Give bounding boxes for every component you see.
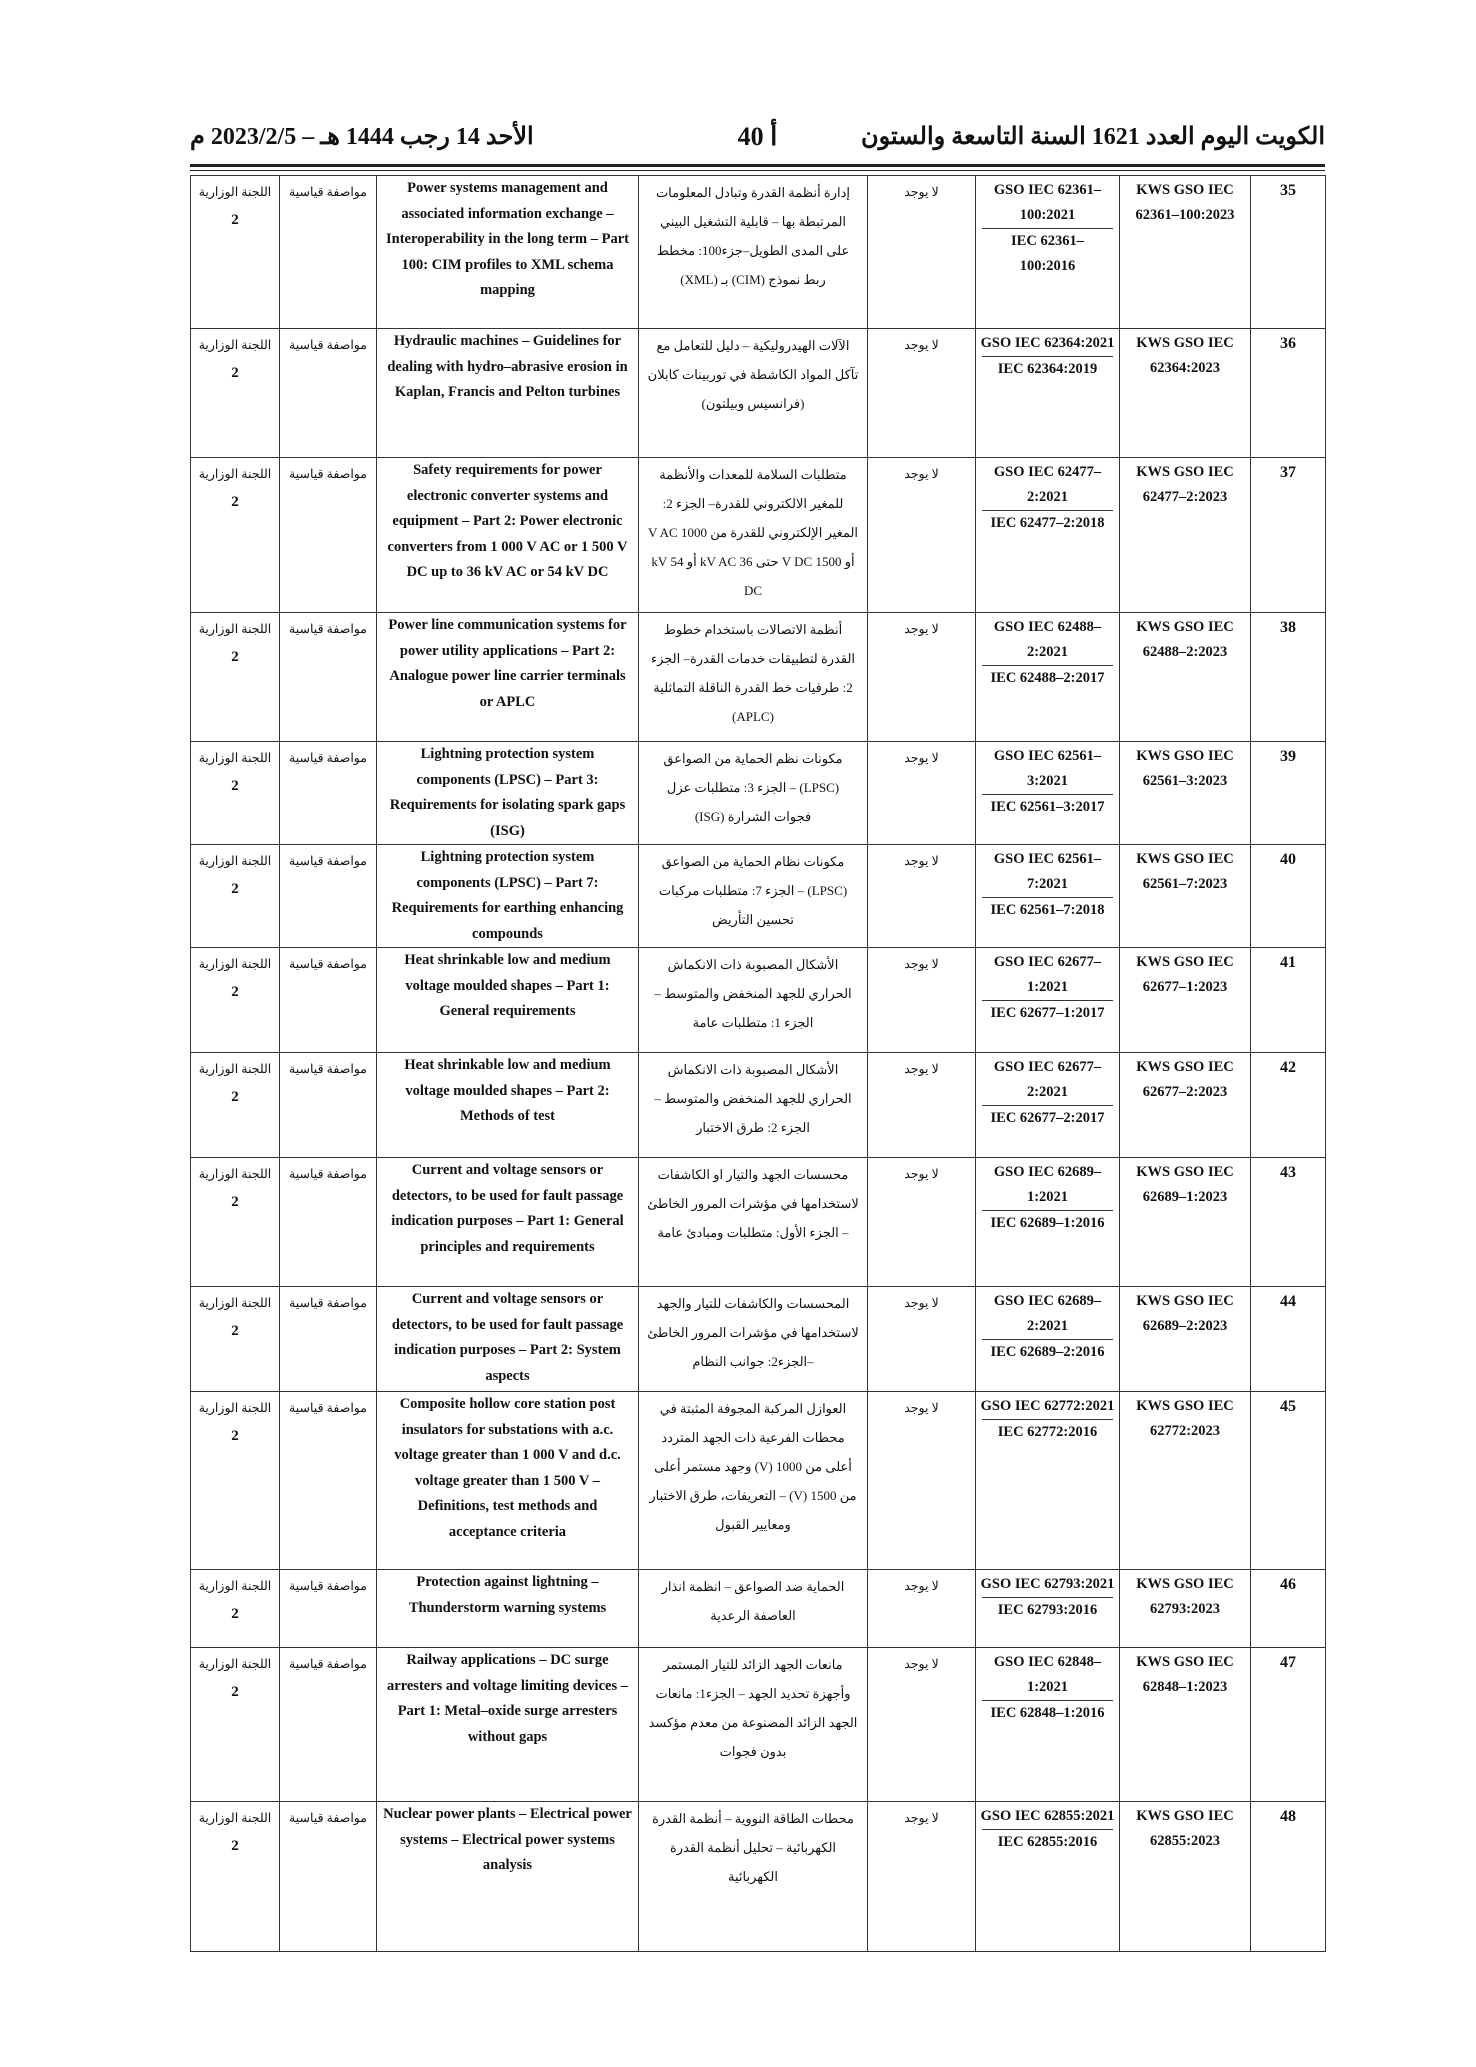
committee-name: اللجنة الوزارية [198, 1657, 272, 1671]
row-number: 43 [1251, 1158, 1326, 1287]
document-type: مواصفة قياسية [280, 1802, 377, 1952]
iec-standard-code: IEC 62848–1:2016 [982, 1700, 1113, 1726]
document-type: مواصفة قياسية [280, 329, 377, 458]
committee-name: اللجنة الوزارية [198, 751, 272, 765]
arabic-title: محسسات الجهد والتيار او الكاشفات لاستخدامها في مؤشرات المرور الخاطئ – الجزء الأول: متطلبات ومبادئ عامة [639, 1158, 868, 1287]
reference-standards [976, 948, 1120, 1053]
english-title: Current and voltage sensors or detectors, to be used for fault passage indication purposes – Part 2: System aspects [377, 1287, 639, 1392]
iec-standard-code: IEC 62477–2:2018 [982, 510, 1113, 536]
english-title: Heat shrinkable low and medium voltage moulded shapes – Part 2: Methods of test [377, 1053, 639, 1158]
committee [191, 458, 280, 613]
committee-number: 2 [231, 1089, 239, 1105]
table-row [191, 329, 1326, 458]
arabic-title: محطات الطاقة النووية – أنظمة القدرة الكهربائية – تحليل أنظمة القدرة الكهربائية [639, 1802, 868, 1952]
document-type: مواصفة قياسية [280, 458, 377, 613]
iec-standard-code: IEC 62677–1:2017 [982, 1000, 1113, 1026]
row-number: 48 [1251, 1802, 1326, 1952]
arabic-title: مانعات الجهد الزائد للتيار المستمر وأجهزة تحديد الجهد – الجزء1: مانعات الجهد الزائد المصنوعة من معدم مؤكسد بدون فجوات [639, 1648, 868, 1802]
reference-standards [976, 1392, 1120, 1570]
committee [191, 1802, 280, 1952]
gazette-issue: الكويت اليوم العدد 1621 السنة التاسعة والستون [860, 124, 1325, 150]
reference-standards [976, 1287, 1120, 1392]
reference-standards [976, 458, 1120, 613]
row-number: 47 [1251, 1648, 1326, 1802]
committee-number: 2 [231, 778, 239, 794]
english-title: Power systems management and associated information exchange – Interoperability in the long term – Part 100: CIM profiles to XML schema mapping [377, 176, 639, 329]
table-row [191, 948, 1326, 1053]
gso-standard-code: GSO IEC 62488–2:2021 [993, 619, 1102, 660]
document-type: مواصفة قياسية [280, 1053, 377, 1158]
committee-number: 2 [231, 494, 239, 510]
committee [191, 845, 280, 948]
table-row [191, 1287, 1326, 1392]
gso-standard-code: GSO IEC 62561–3:2021 [993, 748, 1102, 789]
reference-standards [976, 845, 1120, 948]
committee-name: اللجنة الوزارية [198, 622, 272, 636]
page-number: أ 40 [737, 122, 778, 151]
reference-standards [976, 613, 1120, 742]
iec-standard-code: IEC 62677–2:2017 [982, 1105, 1113, 1131]
header-rule-thick [190, 164, 1325, 167]
replaced-standard: لا يوجد [868, 1053, 976, 1158]
iec-standard-code: IEC 62361–100:2016 [982, 228, 1113, 279]
row-number: 46 [1251, 1570, 1326, 1648]
committee [191, 1648, 280, 1802]
reference-standards [976, 1053, 1120, 1158]
committee-number: 2 [231, 881, 239, 897]
english-title: Lightning protection system components (LPSC) – Part 7: Requirements for earthing enhancing compounds [377, 845, 639, 948]
arabic-title: الحماية ضد الصواعق – انظمة انذار العاصفة الرعدية [639, 1570, 868, 1648]
english-title: Protection against lightning – Thunderstorm warning systems [377, 1570, 639, 1648]
committee [191, 742, 280, 845]
iec-standard-code: IEC 62488–2:2017 [982, 665, 1113, 691]
reference-standards [976, 1802, 1120, 1952]
committee [191, 1392, 280, 1570]
committee-number: 2 [231, 1428, 239, 1444]
kws-standard-code: KWS GSO IEC 62477–2:2023 [1120, 458, 1251, 613]
kws-standard-code: KWS GSO IEC 62689–2:2023 [1120, 1287, 1251, 1392]
committee-name: اللجنة الوزارية [198, 1062, 272, 1076]
row-number: 42 [1251, 1053, 1326, 1158]
table-row [191, 1802, 1326, 1952]
english-title: Lightning protection system components (LPSC) – Part 3: Requirements for isolating spark gaps (ISG) [377, 742, 639, 845]
row-number: 40 [1251, 845, 1326, 948]
arabic-title: الآلات الهيدروليكية – دليل للتعامل مع تآكل المواد الكاشطة في توربينات كابلان (فرانسيس وبيلتون) [639, 329, 868, 458]
committee [191, 1158, 280, 1287]
replaced-standard: لا يوجد [868, 458, 976, 613]
reference-standards [976, 329, 1120, 458]
committee-number: 2 [231, 212, 239, 228]
row-number: 35 [1251, 176, 1326, 329]
gso-standard-code: GSO IEC 62793:2021 [980, 1576, 1115, 1592]
document-type: مواصفة قياسية [280, 742, 377, 845]
committee-name: اللجنة الوزارية [198, 338, 272, 352]
arabic-title: الأشكال المصبوبة ذات الانكماش الحراري للجهد المنخفض والمتوسط – الجزء 1: متطلبات عامة [639, 948, 868, 1053]
committee [191, 329, 280, 458]
english-title: Safety requirements for power electronic converter systems and equipment – Part 2: Power electronic converters from 1 000 V AC or 1 500 V DC up to 36 kV AC or 54 kV DC [377, 458, 639, 613]
document-type: مواصفة قياسية [280, 948, 377, 1053]
iec-standard-code: IEC 62561–3:2017 [982, 794, 1113, 820]
gso-standard-code: GSO IEC 62855:2021 [980, 1808, 1115, 1824]
english-title: Hydraulic machines – Guidelines for dealing with hydro–abrasive erosion in Kaplan, Francis and Pelton turbines [377, 329, 639, 458]
gso-standard-code: GSO IEC 62561–7:2021 [993, 851, 1102, 892]
committee-number: 2 [231, 1606, 239, 1622]
gso-standard-code: GSO IEC 62848–1:2021 [993, 1654, 1102, 1695]
iec-standard-code: IEC 62772:2016 [982, 1419, 1113, 1445]
committee-number: 2 [231, 649, 239, 665]
reference-standards [976, 1158, 1120, 1287]
replaced-standard: لا يوجد [868, 742, 976, 845]
gso-standard-code: GSO IEC 62772:2021 [980, 1398, 1115, 1414]
committee-name: اللجنة الوزارية [198, 1296, 272, 1310]
table-row [191, 845, 1326, 948]
kws-standard-code: KWS GSO IEC 62793:2023 [1120, 1570, 1251, 1648]
english-title: Nuclear power plants – Electrical power systems – Electrical power systems analysis [377, 1802, 639, 1952]
table-row [191, 1158, 1326, 1287]
document-type: مواصفة قياسية [280, 845, 377, 948]
committee-number: 2 [231, 984, 239, 1000]
kws-standard-code: KWS GSO IEC 62772:2023 [1120, 1392, 1251, 1570]
replaced-standard: لا يوجد [868, 948, 976, 1053]
english-title: Power line communication systems for power utility applications – Part 2: Analogue power line carrier terminals or APLC [377, 613, 639, 742]
kws-standard-code: KWS GSO IEC 62677–1:2023 [1120, 948, 1251, 1053]
kws-standard-code: KWS GSO IEC 62677–2:2023 [1120, 1053, 1251, 1158]
english-title: Railway applications – DC surge arresters and voltage limiting devices – Part 1: Metal–oxide surge arresters without gaps [377, 1648, 639, 1802]
kws-standard-code: KWS GSO IEC 62848–1:2023 [1120, 1648, 1251, 1802]
iec-standard-code: IEC 62689–1:2016 [982, 1210, 1113, 1236]
replaced-standard: لا يوجد [868, 845, 976, 948]
committee-name: اللجنة الوزارية [198, 467, 272, 481]
gso-standard-code: GSO IEC 62477–2:2021 [993, 464, 1102, 505]
arabic-title: مكونات نظم الحماية من الصواعق (LPSC) – الجزء 3: متطلبات عزل فجوات الشرارة (ISG) [639, 742, 868, 845]
replaced-standard: لا يوجد [868, 1570, 976, 1648]
english-title: Current and voltage sensors or detectors, to be used for fault passage indication purposes – Part 1: General principles and requirements [377, 1158, 639, 1287]
table-row [191, 742, 1326, 845]
replaced-standard: لا يوجد [868, 329, 976, 458]
iec-standard-code: IEC 62855:2016 [982, 1829, 1113, 1855]
arabic-title: العوازل المركبة المجوفة المثبتة في محطات الفرعية ذات الجهد المتردد أعلى من 1000 (V) وجهد مستمر أعلى من 1500 (V) – التعريفات، طرق الاختبار ومعايير القبول [639, 1392, 868, 1570]
replaced-standard: لا يوجد [868, 1802, 976, 1952]
committee-number: 2 [231, 1194, 239, 1210]
committee-number: 2 [231, 365, 239, 381]
committee [191, 1287, 280, 1392]
document-type: مواصفة قياسية [280, 613, 377, 742]
table-row [191, 458, 1326, 613]
reference-standards [976, 1648, 1120, 1802]
gso-standard-code: GSO IEC 62361–100:2021 [993, 182, 1102, 223]
english-title: Composite hollow core station post insulators for substations with a.c. voltage greater than 1 000 V and d.c. voltage greater than 1 500 V – Definitions, test methods and acceptance criteria [377, 1392, 639, 1570]
committee-name: اللجنة الوزارية [198, 1811, 272, 1825]
issue-date: الأحد 14 رجب 1444 هـ – 2023/2/5 م [190, 124, 534, 150]
replaced-standard: لا يوجد [868, 1648, 976, 1802]
table-row [191, 1053, 1326, 1158]
document-type: مواصفة قياسية [280, 1158, 377, 1287]
reference-standards [976, 742, 1120, 845]
document-type: مواصفة قياسية [280, 1570, 377, 1648]
iec-standard-code: IEC 62364:2019 [982, 356, 1113, 382]
row-number: 37 [1251, 458, 1326, 613]
committee [191, 613, 280, 742]
gso-standard-code: GSO IEC 62689–1:2021 [993, 1164, 1102, 1205]
header-rule-thin [190, 170, 1325, 171]
iec-standard-code: IEC 62689–2:2016 [982, 1339, 1113, 1365]
kws-standard-code: KWS GSO IEC 62361–100:2023 [1120, 176, 1251, 329]
replaced-standard: لا يوجد [868, 1392, 976, 1570]
row-number: 41 [1251, 948, 1326, 1053]
committee-name: اللجنة الوزارية [198, 1401, 272, 1415]
committee [191, 1570, 280, 1648]
table-row [191, 613, 1326, 742]
reference-standards [976, 1570, 1120, 1648]
iec-standard-code: IEC 62561–7:2018 [982, 897, 1113, 923]
committee-number: 2 [231, 1323, 239, 1339]
committee-name: اللجنة الوزارية [198, 185, 272, 199]
gso-standard-code: GSO IEC 62689–2:2021 [993, 1293, 1102, 1334]
gso-standard-code: GSO IEC 62677–1:2021 [993, 954, 1102, 995]
document-type: مواصفة قياسية [280, 1648, 377, 1802]
committee [191, 948, 280, 1053]
kws-standard-code: KWS GSO IEC 62561–3:2023 [1120, 742, 1251, 845]
replaced-standard: لا يوجد [868, 613, 976, 742]
committee [191, 176, 280, 329]
committee-name: اللجنة الوزارية [198, 957, 272, 971]
table-row [191, 176, 1326, 329]
kws-standard-code: KWS GSO IEC 62689–1:2023 [1120, 1158, 1251, 1287]
committee-number: 2 [231, 1838, 239, 1854]
row-number: 44 [1251, 1287, 1326, 1392]
kws-standard-code: KWS GSO IEC 62364:2023 [1120, 329, 1251, 458]
replaced-standard: لا يوجد [868, 176, 976, 329]
gso-standard-code: GSO IEC 62364:2021 [980, 335, 1115, 351]
row-number: 45 [1251, 1392, 1326, 1570]
row-number: 39 [1251, 742, 1326, 845]
document-type: مواصفة قياسية [280, 176, 377, 329]
committee-number: 2 [231, 1684, 239, 1700]
table-row [191, 1648, 1326, 1802]
arabic-title: الأشكال المصبوبة ذات الانكماش الحراري للجهد المنخفض والمتوسط – الجزء 2: طرق الاختبار [639, 1053, 868, 1158]
english-title: Heat shrinkable low and medium voltage moulded shapes – Part 1: General requirements [377, 948, 639, 1053]
row-number: 36 [1251, 329, 1326, 458]
table-row [191, 1392, 1326, 1570]
arabic-title: إدارة أنظمة القدرة وتبادل المعلومات المرتبطة بها – قابلية التشغيل البيني على المدى الطويل–جزء100: مخطط ربط نموذج (CIM) بـ (XML) [639, 176, 868, 329]
committee-name: اللجنة الوزارية [198, 854, 272, 868]
document-type: مواصفة قياسية [280, 1392, 377, 1570]
committee [191, 1053, 280, 1158]
iec-standard-code: IEC 62793:2016 [982, 1597, 1113, 1623]
reference-standards [976, 176, 1120, 329]
arabic-title: مكونات نظام الحماية من الصواعق (LPSC) – الجزء 7: متطلبات مركبات تحسين التأريض [639, 845, 868, 948]
document-type: مواصفة قياسية [280, 1287, 377, 1392]
arabic-title: أنظمة الاتصالات باستخدام خطوط القدرة لتطبيقات خدمات القدرة– الجزء 2: طرفيات خط القدرة الناقلة التماثلية (APLC) [639, 613, 868, 742]
arabic-title: متطلبات السلامة للمعدات والأنظمة للمغير الالكتروني للقدرة– الجزء 2: المغير الإلكتروني للقدرة من 1000 V AC أو 1500 V DC حتى 36 kV AC أو 54 kV DC [639, 458, 868, 613]
table-row [191, 1570, 1326, 1648]
committee-name: اللجنة الوزارية [198, 1167, 272, 1181]
replaced-standard: لا يوجد [868, 1287, 976, 1392]
kws-standard-code: KWS GSO IEC 62488–2:2023 [1120, 613, 1251, 742]
kws-standard-code: KWS GSO IEC 62855:2023 [1120, 1802, 1251, 1952]
page-header [190, 122, 1325, 162]
row-number: 38 [1251, 613, 1326, 742]
kws-standard-code: KWS GSO IEC 62561–7:2023 [1120, 845, 1251, 948]
standards-table [190, 175, 1326, 1952]
gso-standard-code: GSO IEC 62677–2:2021 [993, 1059, 1102, 1100]
replaced-standard: لا يوجد [868, 1158, 976, 1287]
committee-name: اللجنة الوزارية [198, 1579, 272, 1593]
arabic-title: المحسسات والكاشفات للتيار والجهد لاستخدامها في مؤشرات المرور الخاطئ –الجزء2: جوانب النظام [639, 1287, 868, 1392]
